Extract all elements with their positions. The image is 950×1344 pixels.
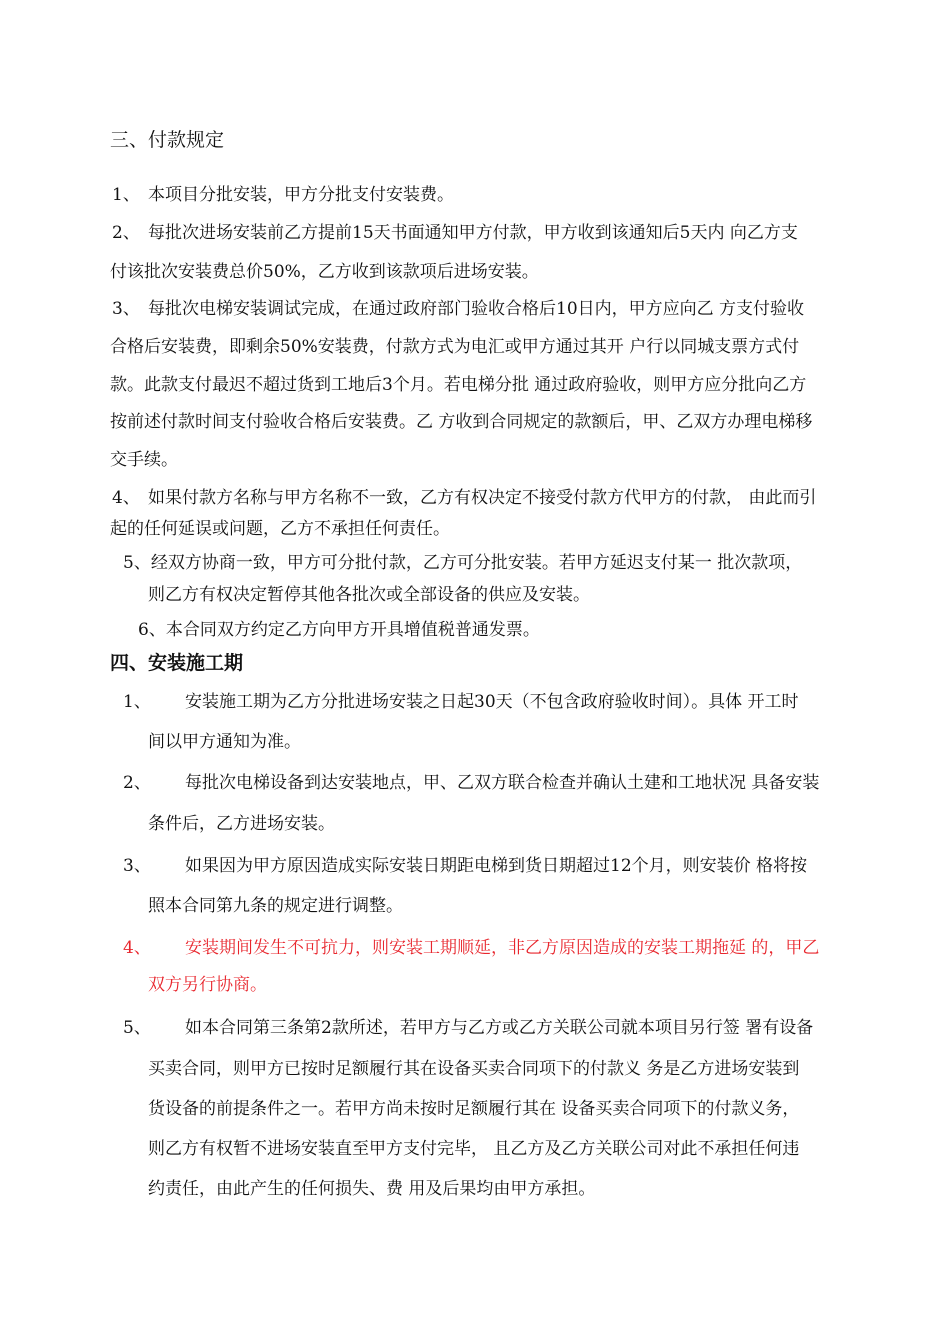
item-line: 如本合同第三条第2款所述，若甲方与乙方或乙方关联公司就本项目另行签 署有设备 <box>185 1018 814 1038</box>
item-line: 约责任，由此产生的任何损失、费 用及后果均由甲方承担。 <box>148 1179 596 1199</box>
item-number: 4、 <box>123 938 151 958</box>
item-line: 间以甲方通知为准。 <box>148 732 301 752</box>
item-line: 每批次电梯安装调试完成，在通过政府部门验收合格后10日内，甲方应向乙 方支付验收 <box>148 299 805 319</box>
item-line: 条件后，乙方进场安装。 <box>148 814 335 834</box>
item-number: 1、 <box>112 185 140 205</box>
item-line: 款。此款支付最迟不超过货到工地后3个月。若电梯分批 通过政府验收，则甲方应分批向乙方 <box>110 375 807 395</box>
item-line: 每批次电梯设备到达安装地点，甲、乙双方联合检查并确认土建和工地状况 具备安装 <box>185 773 820 793</box>
item-line: 双方另行协商。 <box>148 975 267 995</box>
item-line: 则乙方有权暂不进场安装直至甲方支付完毕， 且乙方及乙方关联公司对此不承担任何违 <box>148 1139 800 1159</box>
item-line: 安装期间发生不可抗力，则安装工期顺延，非乙方原因造成的安装工期拖延 的，甲乙 <box>185 938 820 958</box>
item-line: 起的任何延误或问题，乙方不承担任何责任。 <box>110 519 450 539</box>
item-line: 付该批次安装费总价50%，乙方收到该款项后进场安装。 <box>110 262 539 282</box>
item-line: 每批次进场安装前乙方提前15天书面通知甲方付款，甲方收到该通知后5天内 向乙方支 <box>148 223 798 243</box>
section-4-title: 四、安装施工期 <box>110 652 244 674</box>
item-line: 买卖合同，则甲方已按时足额履行其在设备买卖合同项下的付款义 务是乙方进场安装到 <box>148 1059 800 1079</box>
item-line: 如果付款方名称与甲方名称不一致，乙方有权决定不接受付款方代甲方的付款， 由此而引 <box>148 488 817 508</box>
item-line: 按前述付款时间支付验收合格后安装费。乙 方收到合同规定的款额后，甲、乙双方办理电梯移 <box>110 412 813 432</box>
item-number: 1、 <box>123 692 151 712</box>
item-number: 4、 <box>112 488 140 508</box>
item-line: 合格后安装费，即剩余50%安装费，付款方式为电汇或甲方通过其开 户行以同城支票方式付 <box>110 337 800 357</box>
item-line: 6、本合同双方约定乙方向甲方开具增值税普通发票。 <box>138 620 540 640</box>
item-line: 本项目分批安装，甲方分批支付安装费。 <box>148 185 454 205</box>
item-line: 交手续。 <box>110 450 178 470</box>
item-line: 照本合同第九条的规定进行调整。 <box>148 896 403 916</box>
item-number: 3、 <box>112 299 140 319</box>
section-3-title: 三、付款规定 <box>110 129 225 151</box>
item-line: 货设备的前提条件之一。若甲方尚未按时足额履行其在 设备买卖合同项下的付款义务， <box>148 1099 800 1119</box>
item-line: 5、经双方协商一致，甲方可分批付款，乙方可分批安装。若甲方延迟支付某一 批次款项， <box>123 553 803 573</box>
item-number: 2、 <box>112 223 140 243</box>
item-line: 如果因为甲方原因造成实际安装日期距电梯到货日期超过12个月，则安装价 格将按 <box>185 856 808 876</box>
item-number: 5、 <box>123 1018 151 1038</box>
item-number: 2、 <box>123 773 151 793</box>
item-number: 3、 <box>123 856 151 876</box>
item-line: 则乙方有权决定暂停其他各批次或全部设备的供应及安装。 <box>148 585 590 605</box>
item-line: 安装施工期为乙方分批进场安装之日起30天（不包含政府验收时间）。具体 开工时 <box>185 692 799 712</box>
